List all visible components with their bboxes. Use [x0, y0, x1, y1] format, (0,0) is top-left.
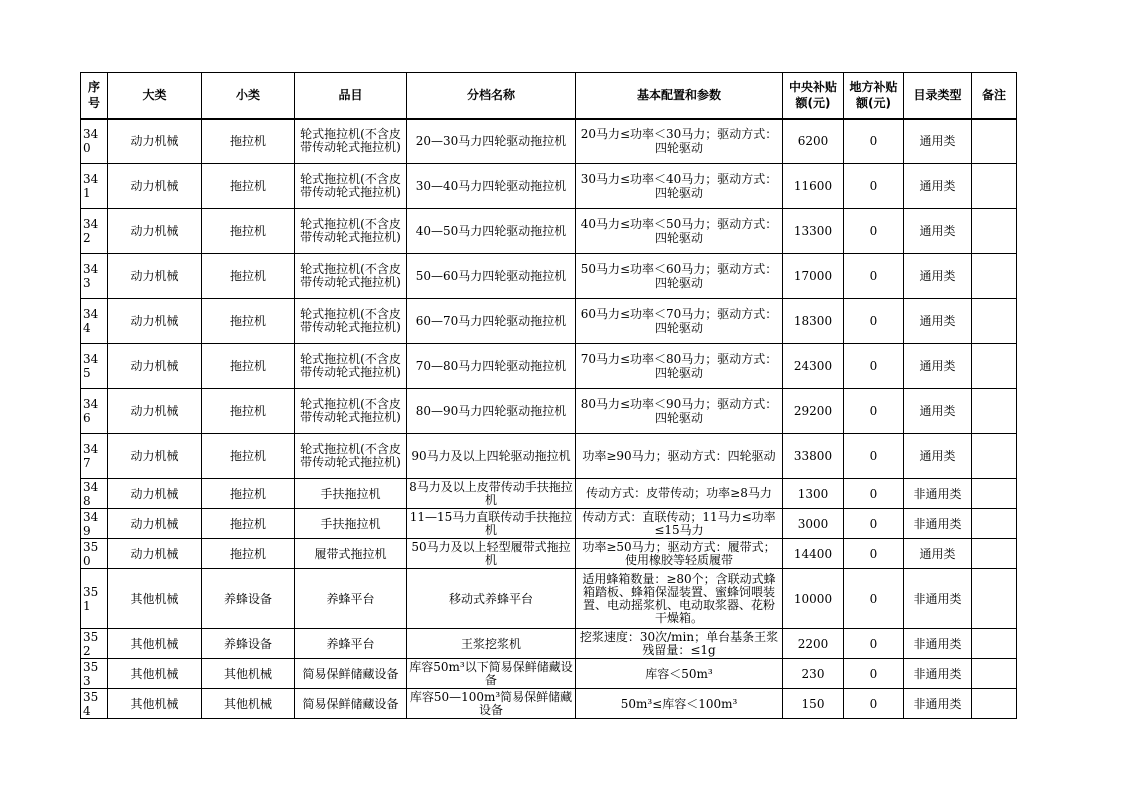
remark-cell [972, 569, 1017, 629]
item-cell: 轮式拖拉机(不含皮带传动轮式拖拉机) [295, 389, 407, 434]
header-central-subsidy: 中央补贴额(元) [783, 73, 844, 119]
central-subsidy-cell: 18300 [783, 299, 844, 344]
item-cell: 履带式拖拉机 [295, 539, 407, 569]
tier-cell: 60—70马力四轮驱动拖拉机 [407, 299, 576, 344]
subcategory-cell: 拖拉机 [202, 254, 295, 299]
seq-cell: 340 [81, 119, 108, 164]
local-subsidy-cell: 0 [844, 119, 904, 164]
catalog-type-cell: 非通用类 [904, 479, 972, 509]
central-subsidy-cell: 1300 [783, 479, 844, 509]
tier-cell: 20—30马力四轮驱动拖拉机 [407, 119, 576, 164]
header-catalog-type: 目录类型 [904, 73, 972, 119]
table-row [81, 509, 1017, 539]
subcategory-cell: 拖拉机 [202, 119, 295, 164]
central-subsidy-cell: 11600 [783, 164, 844, 209]
local-subsidy-cell: 0 [844, 434, 904, 479]
config-cell: 40马力≤功率＜50马力；驱动方式：四轮驱动 [576, 209, 783, 254]
category-cell: 动力机械 [108, 254, 202, 299]
catalog-type-cell: 非通用类 [904, 569, 972, 629]
item-cell: 养蜂平台 [295, 569, 407, 629]
local-subsidy-cell: 0 [844, 479, 904, 509]
central-subsidy-cell: 10000 [783, 569, 844, 629]
header-remark: 备注 [972, 73, 1017, 119]
config-cell: 功率≥90马力；驱动方式：四轮驱动 [576, 434, 783, 479]
header-local-subsidy: 地方补贴额(元) [844, 73, 904, 119]
seq-cell: 352 [81, 629, 108, 659]
table-row [81, 539, 1017, 569]
table-row [81, 254, 1017, 299]
central-subsidy-cell: 17000 [783, 254, 844, 299]
header-config: 基本配置和参数 [576, 73, 783, 119]
config-cell: 50m³≤库容＜100m³ [576, 689, 783, 719]
category-cell: 其他机械 [108, 629, 202, 659]
tier-cell: 50—60马力四轮驱动拖拉机 [407, 254, 576, 299]
item-cell: 简易保鲜储藏设备 [295, 689, 407, 719]
local-subsidy-cell: 0 [844, 569, 904, 629]
category-cell: 动力机械 [108, 479, 202, 509]
table-row [81, 299, 1017, 344]
central-subsidy-cell: 33800 [783, 434, 844, 479]
item-cell: 轮式拖拉机(不含皮带传动轮式拖拉机) [295, 434, 407, 479]
catalog-type-cell: 通用类 [904, 254, 972, 299]
catalog-type-cell: 通用类 [904, 389, 972, 434]
config-cell: 库容＜50m³ [576, 659, 783, 689]
config-cell: 传动方式：直联传动；11马力≤功率≤15马力 [576, 509, 783, 539]
local-subsidy-cell: 0 [844, 659, 904, 689]
table-row [81, 569, 1017, 629]
local-subsidy-cell: 0 [844, 539, 904, 569]
remark-cell [972, 509, 1017, 539]
category-cell: 动力机械 [108, 344, 202, 389]
tier-cell: 50马力及以上轻型履带式拖拉机 [407, 539, 576, 569]
item-cell: 手扶拖拉机 [295, 479, 407, 509]
subcategory-cell: 拖拉机 [202, 389, 295, 434]
table-row [81, 479, 1017, 509]
config-cell: 传动方式：皮带传动；功率≥8马力 [576, 479, 783, 509]
header-category: 大类 [108, 73, 202, 119]
seq-cell: 353 [81, 659, 108, 689]
item-cell: 轮式拖拉机(不含皮带传动轮式拖拉机) [295, 119, 407, 164]
local-subsidy-cell: 0 [844, 389, 904, 434]
tier-cell: 王浆挖浆机 [407, 629, 576, 659]
config-cell: 适用蜂箱数量：≥80个；含联动式蜂箱踏板、蜂箱保湿装置、蜜蜂饲喂装置、电动摇浆机、电动取浆器、花粉干燥箱。 [576, 569, 783, 629]
local-subsidy-cell: 0 [844, 344, 904, 389]
tier-cell: 8马力及以上皮带传动手扶拖拉机 [407, 479, 576, 509]
subcategory-cell: 其他机械 [202, 689, 295, 719]
subsidy-table [80, 72, 1017, 719]
central-subsidy-cell: 2200 [783, 629, 844, 659]
table-row [81, 659, 1017, 689]
tier-cell: 70—80马力四轮驱动拖拉机 [407, 344, 576, 389]
subcategory-cell: 养蜂设备 [202, 629, 295, 659]
category-cell: 动力机械 [108, 434, 202, 479]
tier-cell: 80—90马力四轮驱动拖拉机 [407, 389, 576, 434]
table-row [81, 689, 1017, 719]
remark-cell [972, 389, 1017, 434]
config-cell: 20马力≤功率＜30马力；驱动方式：四轮驱动 [576, 119, 783, 164]
remark-cell [972, 659, 1017, 689]
seq-cell: 348 [81, 479, 108, 509]
local-subsidy-cell: 0 [844, 509, 904, 539]
subcategory-cell: 拖拉机 [202, 434, 295, 479]
local-subsidy-cell: 0 [844, 164, 904, 209]
config-cell: 30马力≤功率＜40马力；驱动方式：四轮驱动 [576, 164, 783, 209]
remark-cell [972, 254, 1017, 299]
category-cell: 动力机械 [108, 164, 202, 209]
remark-cell [972, 479, 1017, 509]
seq-cell: 350 [81, 539, 108, 569]
seq-cell: 346 [81, 389, 108, 434]
seq-cell: 349 [81, 509, 108, 539]
seq-cell: 347 [81, 434, 108, 479]
seq-cell: 354 [81, 689, 108, 719]
catalog-type-cell: 通用类 [904, 164, 972, 209]
subcategory-cell: 拖拉机 [202, 344, 295, 389]
central-subsidy-cell: 24300 [783, 344, 844, 389]
catalog-type-cell: 非通用类 [904, 629, 972, 659]
remark-cell [972, 434, 1017, 479]
central-subsidy-cell: 230 [783, 659, 844, 689]
category-cell: 动力机械 [108, 299, 202, 344]
remark-cell [972, 299, 1017, 344]
seq-cell: 342 [81, 209, 108, 254]
remark-cell [972, 629, 1017, 659]
category-cell: 动力机械 [108, 509, 202, 539]
subcategory-cell: 养蜂设备 [202, 569, 295, 629]
seq-cell: 341 [81, 164, 108, 209]
table-row [81, 629, 1017, 659]
local-subsidy-cell: 0 [844, 254, 904, 299]
central-subsidy-cell: 3000 [783, 509, 844, 539]
item-cell: 手扶拖拉机 [295, 509, 407, 539]
catalog-type-cell: 非通用类 [904, 659, 972, 689]
tier-cell: 移动式养蜂平台 [407, 569, 576, 629]
remark-cell [972, 539, 1017, 569]
item-cell: 轮式拖拉机(不含皮带传动轮式拖拉机) [295, 344, 407, 389]
tier-cell: 库容50—100m³简易保鲜储藏设备 [407, 689, 576, 719]
category-cell: 其他机械 [108, 569, 202, 629]
catalog-type-cell: 通用类 [904, 539, 972, 569]
subcategory-cell: 拖拉机 [202, 299, 295, 344]
table-row [81, 434, 1017, 479]
header-tier: 分档名称 [407, 73, 576, 119]
remark-cell [972, 164, 1017, 209]
table-row [81, 209, 1017, 254]
category-cell: 其他机械 [108, 689, 202, 719]
subcategory-cell: 其他机械 [202, 659, 295, 689]
seq-cell: 343 [81, 254, 108, 299]
catalog-type-cell: 非通用类 [904, 509, 972, 539]
catalog-type-cell: 通用类 [904, 209, 972, 254]
local-subsidy-cell: 0 [844, 209, 904, 254]
local-subsidy-cell: 0 [844, 299, 904, 344]
subcategory-cell: 拖拉机 [202, 479, 295, 509]
tier-cell: 库容50m³以下简易保鲜储藏设备 [407, 659, 576, 689]
table-row [81, 344, 1017, 389]
catalog-type-cell: 通用类 [904, 434, 972, 479]
subcategory-cell: 拖拉机 [202, 209, 295, 254]
config-cell: 80马力≤功率＜90马力；驱动方式：四轮驱动 [576, 389, 783, 434]
header-row [81, 73, 1017, 119]
catalog-type-cell: 通用类 [904, 344, 972, 389]
category-cell: 动力机械 [108, 119, 202, 164]
subcategory-cell: 拖拉机 [202, 164, 295, 209]
item-cell: 轮式拖拉机(不含皮带传动轮式拖拉机) [295, 299, 407, 344]
table-row [81, 119, 1017, 164]
remark-cell [972, 344, 1017, 389]
category-cell: 动力机械 [108, 209, 202, 254]
item-cell: 轮式拖拉机(不含皮带传动轮式拖拉机) [295, 164, 407, 209]
central-subsidy-cell: 14400 [783, 539, 844, 569]
local-subsidy-cell: 0 [844, 629, 904, 659]
config-cell: 挖浆速度：30次/min；单台基条王浆残留量：≤1g [576, 629, 783, 659]
config-cell: 60马力≤功率＜70马力；驱动方式：四轮驱动 [576, 299, 783, 344]
remark-cell [972, 119, 1017, 164]
item-cell: 养蜂平台 [295, 629, 407, 659]
local-subsidy-cell: 0 [844, 689, 904, 719]
category-cell: 动力机械 [108, 539, 202, 569]
seq-cell: 351 [81, 569, 108, 629]
catalog-type-cell: 非通用类 [904, 689, 972, 719]
tier-cell: 11—15马力直联传动手扶拖拉机 [407, 509, 576, 539]
category-cell: 动力机械 [108, 389, 202, 434]
item-cell: 轮式拖拉机(不含皮带传动轮式拖拉机) [295, 254, 407, 299]
subcategory-cell: 拖拉机 [202, 509, 295, 539]
central-subsidy-cell: 150 [783, 689, 844, 719]
header-seq: 序号 [81, 73, 108, 119]
item-cell: 轮式拖拉机(不含皮带传动轮式拖拉机) [295, 209, 407, 254]
config-cell: 功率≥50马力；驱动方式：履带式；使用橡胶等轻质履带 [576, 539, 783, 569]
tier-cell: 30—40马力四轮驱动拖拉机 [407, 164, 576, 209]
central-subsidy-cell: 6200 [783, 119, 844, 164]
category-cell: 其他机械 [108, 659, 202, 689]
tier-cell: 40—50马力四轮驱动拖拉机 [407, 209, 576, 254]
subcategory-cell: 拖拉机 [202, 539, 295, 569]
config-cell: 70马力≤功率＜80马力；驱动方式：四轮驱动 [576, 344, 783, 389]
central-subsidy-cell: 13300 [783, 209, 844, 254]
header-subcategory: 小类 [202, 73, 295, 119]
central-subsidy-cell: 29200 [783, 389, 844, 434]
tier-cell: 90马力及以上四轮驱动拖拉机 [407, 434, 576, 479]
seq-cell: 345 [81, 344, 108, 389]
table-row [81, 164, 1017, 209]
seq-cell: 344 [81, 299, 108, 344]
item-cell: 简易保鲜储藏设备 [295, 659, 407, 689]
catalog-type-cell: 通用类 [904, 119, 972, 164]
catalog-type-cell: 通用类 [904, 299, 972, 344]
remark-cell [972, 209, 1017, 254]
table-row [81, 389, 1017, 434]
remark-cell [972, 689, 1017, 719]
config-cell: 50马力≤功率＜60马力；驱动方式：四轮驱动 [576, 254, 783, 299]
header-item: 品目 [295, 73, 407, 119]
